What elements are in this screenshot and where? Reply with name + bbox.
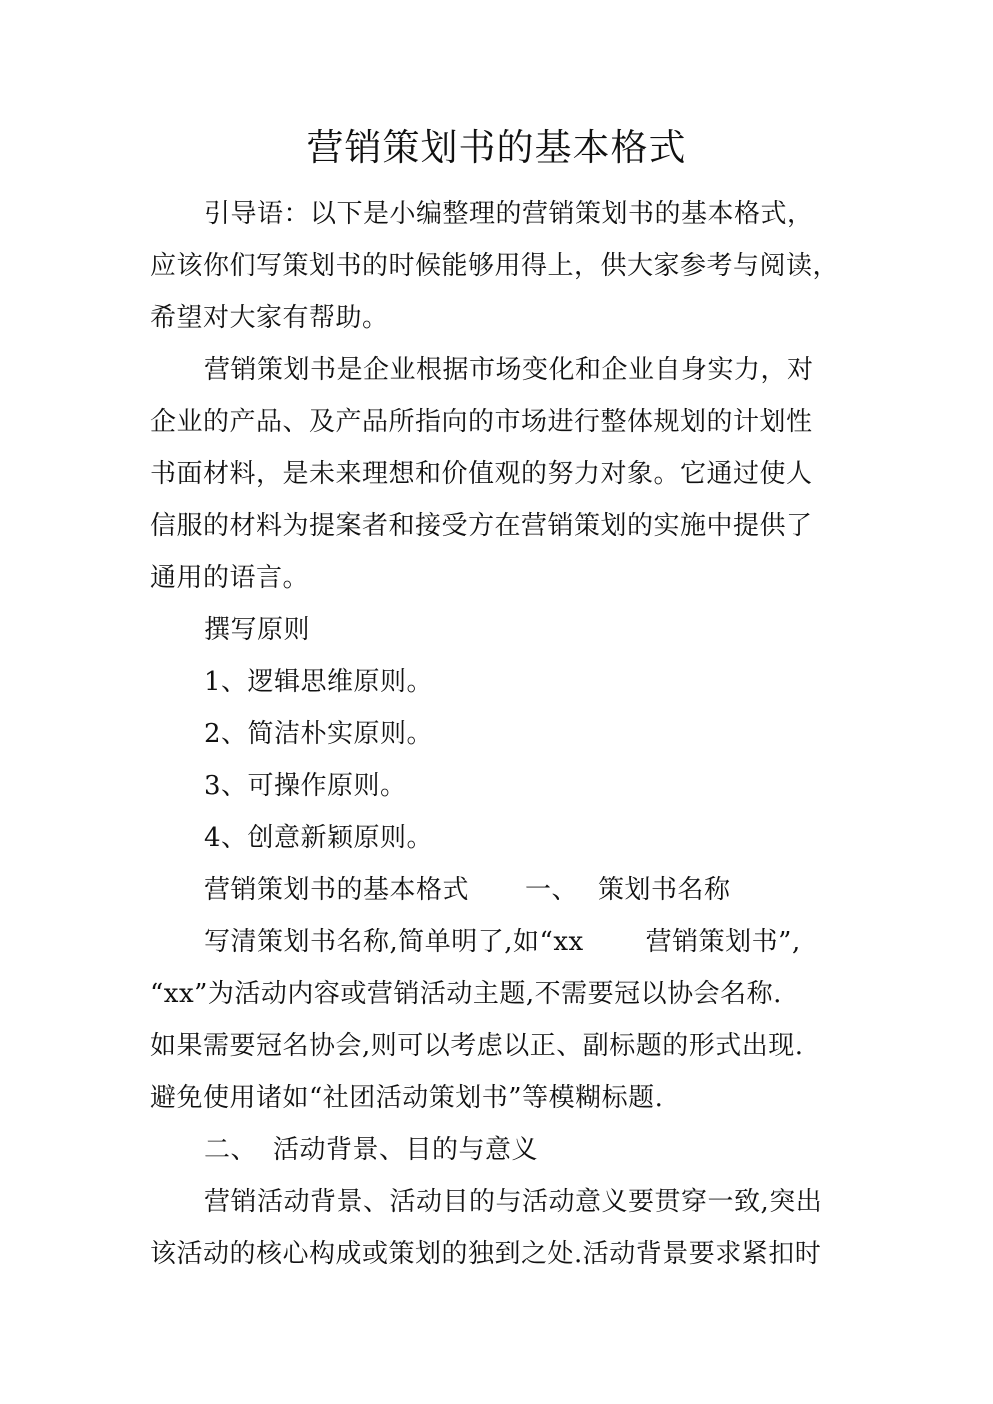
name-paragraph-line-1-part-2: 营销策划书”, [645, 927, 801, 957]
intro-line-1: 引导语：以下是小编整理的营销策划书的基本格式， [204, 199, 814, 229]
document-title: 营销策划书的基本格式 [306, 126, 687, 169]
body-paragraph-line-3: 书面材料，是未来理想和价值观的努力对象。它通过使人 [150, 459, 813, 489]
background-paragraph-line-1: 营销活动背景、活动目的与活动意义要贯穿一致,突出 [204, 1187, 823, 1217]
body-paragraph-line-4: 信服的材料为提案者和接受方在营销策划的实施中提供了 [150, 511, 813, 541]
section-one-title: 策划书名称 [598, 875, 731, 905]
principle-item-1: 1、逻辑思维原则。 [204, 667, 434, 697]
principle-item-2: 2、简洁朴实原则。 [204, 719, 434, 749]
principle-item-4: 4、创意新颖原则。 [204, 823, 434, 853]
body-paragraph-line-2: 企业的产品、及产品所指向的市场进行整体规划的计划性 [150, 407, 813, 437]
name-paragraph-line-4: 避免使用诸如“社团活动策划书”等模糊标题. [150, 1083, 664, 1113]
section-one-number: 一、 [525, 875, 579, 905]
section-heading-principles: 撰写原则 [204, 615, 311, 645]
body-paragraph-line-5: 通用的语言。 [150, 563, 310, 593]
section-two-heading [204, 1132, 538, 1168]
background-paragraph-line-2: 该活动的核心构成或策划的独到之处.活动背景要求紧扣时 [150, 1239, 822, 1269]
section-two-title: 活动背景、目的与意义 [273, 1135, 539, 1165]
name-paragraph-line-2: “xx”为活动内容或营销活动主题,不需要冠以协会名称. [150, 979, 782, 1009]
section-two-number: 二、 [204, 1135, 258, 1165]
body-paragraph-line-1: 营销策划书是企业根据市场变化和企业自身实力，对 [204, 355, 814, 385]
format-heading-text: 营销策划书的基本格式 [204, 875, 470, 905]
format-heading-line [204, 872, 731, 908]
intro-line-2: 应该你们写策划书的时候能够用得上，供大家参考与阅读， [150, 251, 840, 281]
name-paragraph-line-1 [204, 924, 801, 960]
intro-line-3: 希望对大家有帮助。 [150, 303, 389, 333]
name-paragraph-line-1-part-1: 写清策划书名称,简单明了,如“xx [204, 927, 584, 957]
principle-item-3: 3、可操作原则。 [204, 771, 407, 801]
name-paragraph-line-3: 如果需要冠名协会,则可以考虑以正、副标题的形式出现. [150, 1031, 804, 1061]
